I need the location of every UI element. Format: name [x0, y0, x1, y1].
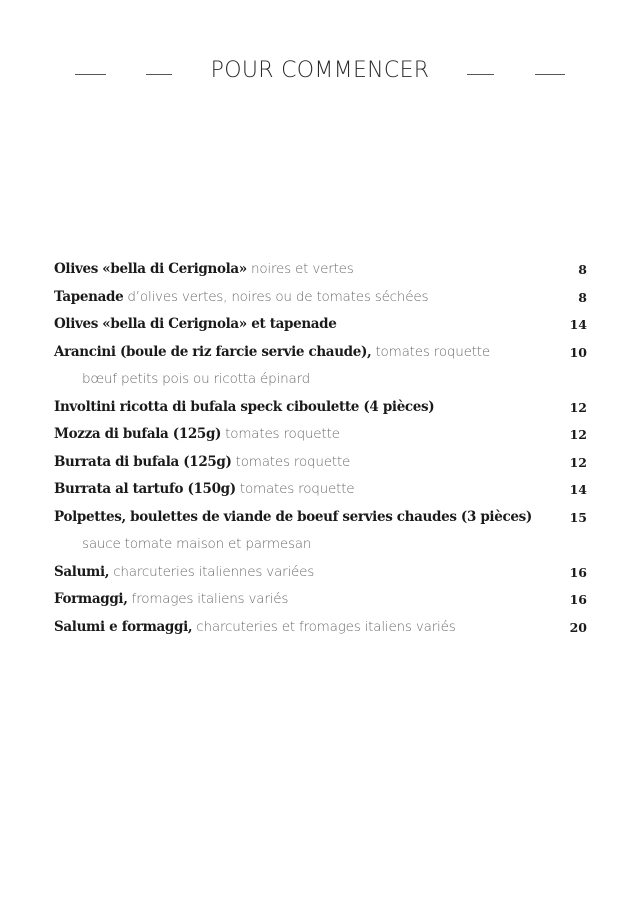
- menu-item: [54, 476, 587, 504]
- item-description: sauce tomate maison et parmesan: [82, 536, 312, 552]
- item-price: 10: [569, 344, 587, 360]
- item-price: 15: [569, 509, 587, 525]
- item-description: fromages italiens variés: [127, 591, 289, 607]
- item-name: Burrata al tartufo (150g): [54, 481, 236, 497]
- item-description: tomates roquette: [371, 343, 491, 360]
- section-title: POUR COMMENCER: [210, 58, 430, 83]
- item-name: Arancini (boule de riz farcie servie chaude),: [54, 343, 372, 360]
- item-name: Formaggi,: [54, 591, 128, 607]
- item-name: Tapenade: [54, 288, 124, 305]
- menu-item: [54, 256, 587, 284]
- item-price: 16: [569, 592, 587, 607]
- section-header: [0, 52, 640, 96]
- item-name: Burrata di bufala (125g): [54, 453, 232, 470]
- item-description: charcuteries italiennes variées: [109, 563, 315, 580]
- menu-item: [54, 586, 587, 614]
- decorative-dash: [535, 74, 565, 75]
- menu-item: [54, 311, 587, 339]
- item-price: 8: [578, 289, 587, 305]
- item-price: 8: [578, 262, 587, 277]
- item-price: 14: [569, 482, 587, 497]
- item-description: charcuteries et fromages italiens variés: [192, 618, 456, 635]
- item-price: 14: [569, 317, 587, 332]
- menu-item: [54, 284, 587, 312]
- menu-item: [54, 559, 587, 587]
- menu-item: [54, 504, 587, 532]
- menu-item: [54, 339, 587, 367]
- item-name: Olives «bella di Cerignola» et tapenade: [54, 316, 337, 332]
- item-price: 20: [569, 619, 587, 635]
- menu-item: [54, 614, 587, 642]
- item-price: 12: [569, 399, 587, 415]
- item-price: 16: [569, 564, 587, 580]
- item-description: noires et vertes: [246, 261, 354, 277]
- decorative-dash: [467, 74, 494, 75]
- item-name: Mozza di bufala (125g): [54, 426, 222, 442]
- menu-list: [54, 256, 587, 641]
- item-name: Involtini ricotta di bufala speck ciboulette (4 pièces): [54, 398, 435, 415]
- item-name: Olives «bella di Cerignola»: [54, 261, 247, 277]
- item-name: Polpettes, boulettes de viande de boeuf servies chaudes (3 pièces): [54, 508, 532, 525]
- item-description: tomates roquette: [235, 481, 355, 497]
- item-description: tomates roquette: [221, 426, 340, 442]
- item-description: tomates roquette: [231, 453, 351, 470]
- menu-item: [54, 421, 587, 449]
- item-description: bœuf petits pois ou ricotta épinard: [82, 371, 310, 387]
- menu-item-continuation: [54, 531, 587, 559]
- item-name: Salumi e formaggi,: [54, 618, 193, 635]
- item-price: 12: [569, 454, 587, 470]
- menu-item: [54, 449, 587, 477]
- item-description: d’olives vertes, noires ou de tomates séchées: [123, 288, 429, 305]
- menu-item-continuation: [54, 366, 587, 394]
- item-price: 12: [569, 427, 587, 442]
- item-name: Salumi,: [54, 563, 110, 580]
- menu-item: [54, 394, 587, 422]
